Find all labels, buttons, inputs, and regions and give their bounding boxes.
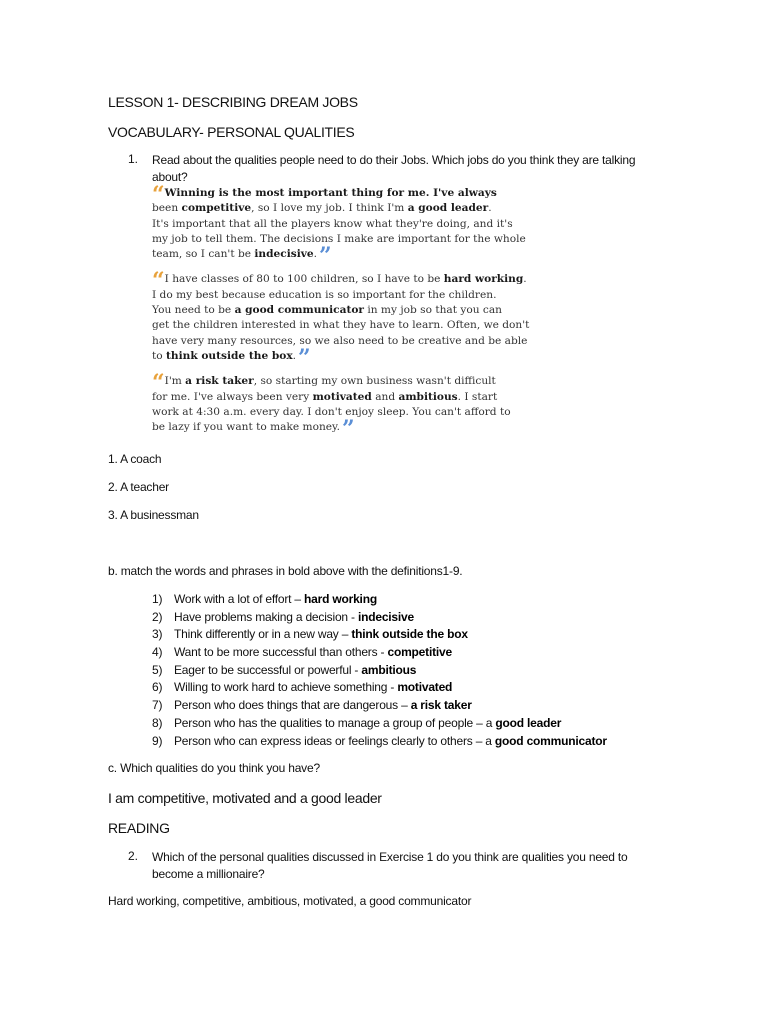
answer-1: 1. A coach [108,452,162,466]
definition-term: ambitious [361,662,417,677]
definition-item [152,609,607,627]
definition-text: Person who has the qualities to manage a group of people – a [174,715,496,730]
vocabulary-title: VOCABULARY- PERSONAL QUALITIES [108,124,355,140]
definition-term: a risk taker [410,698,472,713]
quote-line [152,288,512,303]
definition-number: 6) [152,680,163,695]
definition-number: 8) [152,715,163,730]
quote-text: . [488,202,492,215]
quote-text: be lazy if you want to make money. [152,421,340,434]
definitions-list [152,591,607,750]
quote-text: in my job so that you can [363,304,502,317]
quote-line [152,390,512,405]
reading-title: READING [108,820,170,836]
quote-text: I'm [164,375,186,388]
definition-term: think outside the box [351,627,468,642]
quote-text: work at 4:30 a.m. every day. I don't enjoy sleep. You can't afford to [152,405,511,418]
definition-term: good communicator [494,733,607,748]
quote-text: I have classes of 80 to 100 children, so I have to be [164,273,444,286]
bold-term: a good communicator [234,304,364,317]
part-b-title: b. match the words and phrases in bold above with the definitions1-9. [108,564,463,578]
close-quote-icon: ” [342,416,353,443]
bold-term: a risk taker [185,375,254,388]
quote-text: and [371,390,399,403]
definition-item [152,662,607,680]
answer-3: 3. A businessman [108,508,199,522]
quote-text: my job to tell them. The decisions I make are important for the whole [152,232,526,245]
question-2-number: 2. [128,849,139,863]
close-quote-icon: ” [319,243,330,270]
definition-text: Willing to work hard to achieve something - [174,680,398,695]
quote-line [152,201,512,216]
quote-text: I do my best because education is so important for the children. [152,288,497,301]
quote-line [152,334,528,349]
quote-line [152,232,526,247]
definition-text: Person who does things that are dangerous – [174,698,411,713]
quote-block [152,268,530,371]
quote-text: have very many resources, so we also need to be creative and be able [152,334,528,347]
definition-item [152,697,607,715]
definition-number: 7) [152,698,163,713]
definition-term: competitive [387,645,452,660]
quote-text: . [292,349,297,362]
bold-term: indecisive [254,248,314,261]
definition-number: 4) [152,645,163,660]
lesson-title: LESSON 1- DESCRIBING DREAM JOBS [108,94,358,110]
definition-item [152,679,607,697]
definition-text: Person who can express ideas or feelings clearly to others – a [174,733,495,748]
quote-text: , so starting my own business wasn't difficult [253,375,496,388]
definition-item [152,591,607,609]
part-c-answer: I am competitive, motivated and a good leader [108,790,382,806]
question-2-answer: Hard working, competitive, ambitious, motivated, a good communicator [108,894,472,908]
definition-text: Have problems making a decision - [174,609,358,624]
quote-line [152,243,512,270]
definition-term: good leader [495,715,562,730]
quote-text: for me. I've always been very [152,390,313,403]
close-quote-icon: ” [298,344,309,371]
quote-text: get the children interested in what they have to learn. Often, we don't [152,319,530,332]
part-c-title: c. Which qualities do you think you have? [108,761,320,775]
question-1-number: 1. [128,152,139,166]
open-quote-icon: “ [152,182,163,208]
definition-text: Work with a lot of effort – [174,592,305,606]
open-quote-icon: “ [152,370,163,397]
quote-text: to [152,349,167,362]
question-1-text: Read about the qualities people need to do their Jobs. Which jobs do you think they are talking about? [152,153,636,184]
bold-term: a good leader [407,202,489,215]
bold-term: motivated [312,390,372,403]
quote-text: . [313,248,317,261]
quote-text: been [152,202,182,215]
quote-text: , so I love my job. I think I'm [251,202,408,215]
definition-item [152,626,607,644]
definition-item [152,733,607,751]
quote-text: It's important that all the players know what they're doing, and it's [152,217,513,230]
bold-term: ambitious [398,390,458,403]
definition-number: 1) [152,592,163,606]
open-quote-icon: “ [152,268,163,295]
definition-term: indecisive [357,609,414,624]
bold-term: Winning is the most important thing for me. I've always [164,187,497,199]
definition-item [152,715,607,733]
quotes-image [152,182,530,445]
definition-term: motivated [397,680,453,695]
quote-line [152,182,512,208]
definition-number: 3) [152,627,163,642]
bold-term: think outside the box [166,349,293,362]
definition-term: hard working [304,592,377,606]
quote-text: . [523,273,527,286]
bold-term: competitive [181,202,252,215]
quote-block [152,370,512,443]
definition-text: Eager to be successful or powerful - [174,662,362,677]
definition-text: Think differently or in a new way – [174,627,352,642]
quote-text: . I start [457,390,498,403]
question-2-text: Which of the personal qualities discussed in Exercise 1 do you think are qualities you need to become a millionaire? [152,850,628,881]
quote-line [152,405,512,420]
quote-line [152,303,512,318]
bold-term: hard working [443,273,524,286]
quote-line [152,416,512,443]
quote-text: You need to be [152,304,235,317]
definition-number: 9) [152,733,163,748]
quote-block [152,182,526,270]
quote-text: team, so I can't be [152,248,255,261]
definition-number: 2) [152,609,163,624]
quote-line [152,217,512,232]
answer-2: 2. A teacher [108,480,169,494]
quote-line [152,344,512,371]
definition-text: Want to be more successful than others - [174,645,388,660]
definition-item [152,644,607,662]
quote-line [152,318,530,333]
definition-number: 5) [152,662,163,677]
